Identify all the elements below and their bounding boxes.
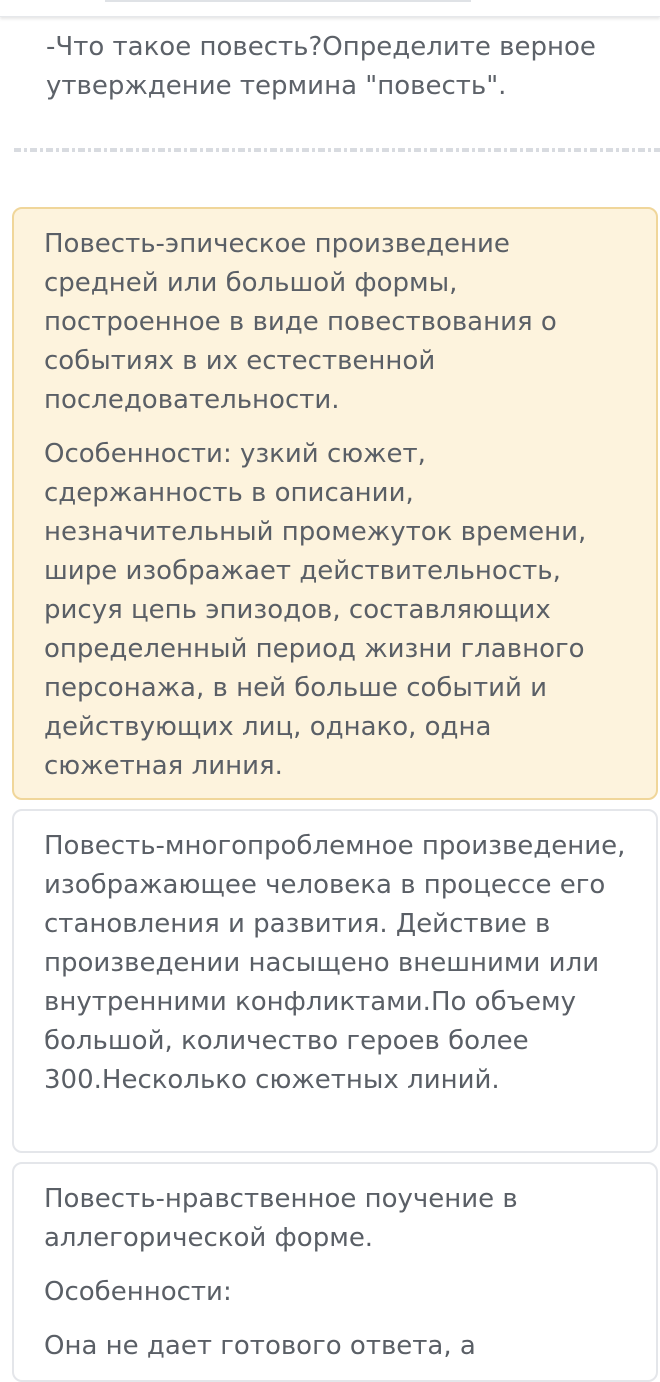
option-3-features-label: Особенности: xyxy=(44,1277,232,1307)
option-1-features: Особенности: узкий сюжет, сдержанность в описании, незначительный промежуток времени, шире изображает действительность, рисуя цепь эпизодов, составляющих определенный период жизни главного персонажа, в ней больше событий и действующих лиц, однако, одна сюжетная линия. xyxy=(44,439,587,781)
option-3-features-text: Она не дает готового ответа, а xyxy=(44,1331,476,1361)
top-bar xyxy=(0,0,660,17)
option-2-definition: Повесть-многопроблемное произведение, изображающее человека в процессе его становления и развития. Действие в произведении насыщено внешними или внутренними конфликтами.По объему большой, количество героев более 300.Несколько сюжетных линий. xyxy=(44,831,626,1095)
option-3-definition: Повесть-нравственное поучение в аллегорической форме. xyxy=(44,1184,518,1253)
answer-option-3[interactable] xyxy=(12,1162,658,1382)
top-bar-handle xyxy=(105,0,471,2)
option-1-definition: Повесть-эпическое произведение средней или большой формы, построенное в виде повествования о событиях в их естественной последовательности. xyxy=(44,229,557,415)
answer-option-2[interactable] xyxy=(12,809,658,1153)
question-text: -Что такое повесть?Определите верное утверждение термина "повесть". xyxy=(46,32,596,101)
answer-option-1[interactable] xyxy=(12,207,658,800)
dashed-divider xyxy=(14,148,660,152)
